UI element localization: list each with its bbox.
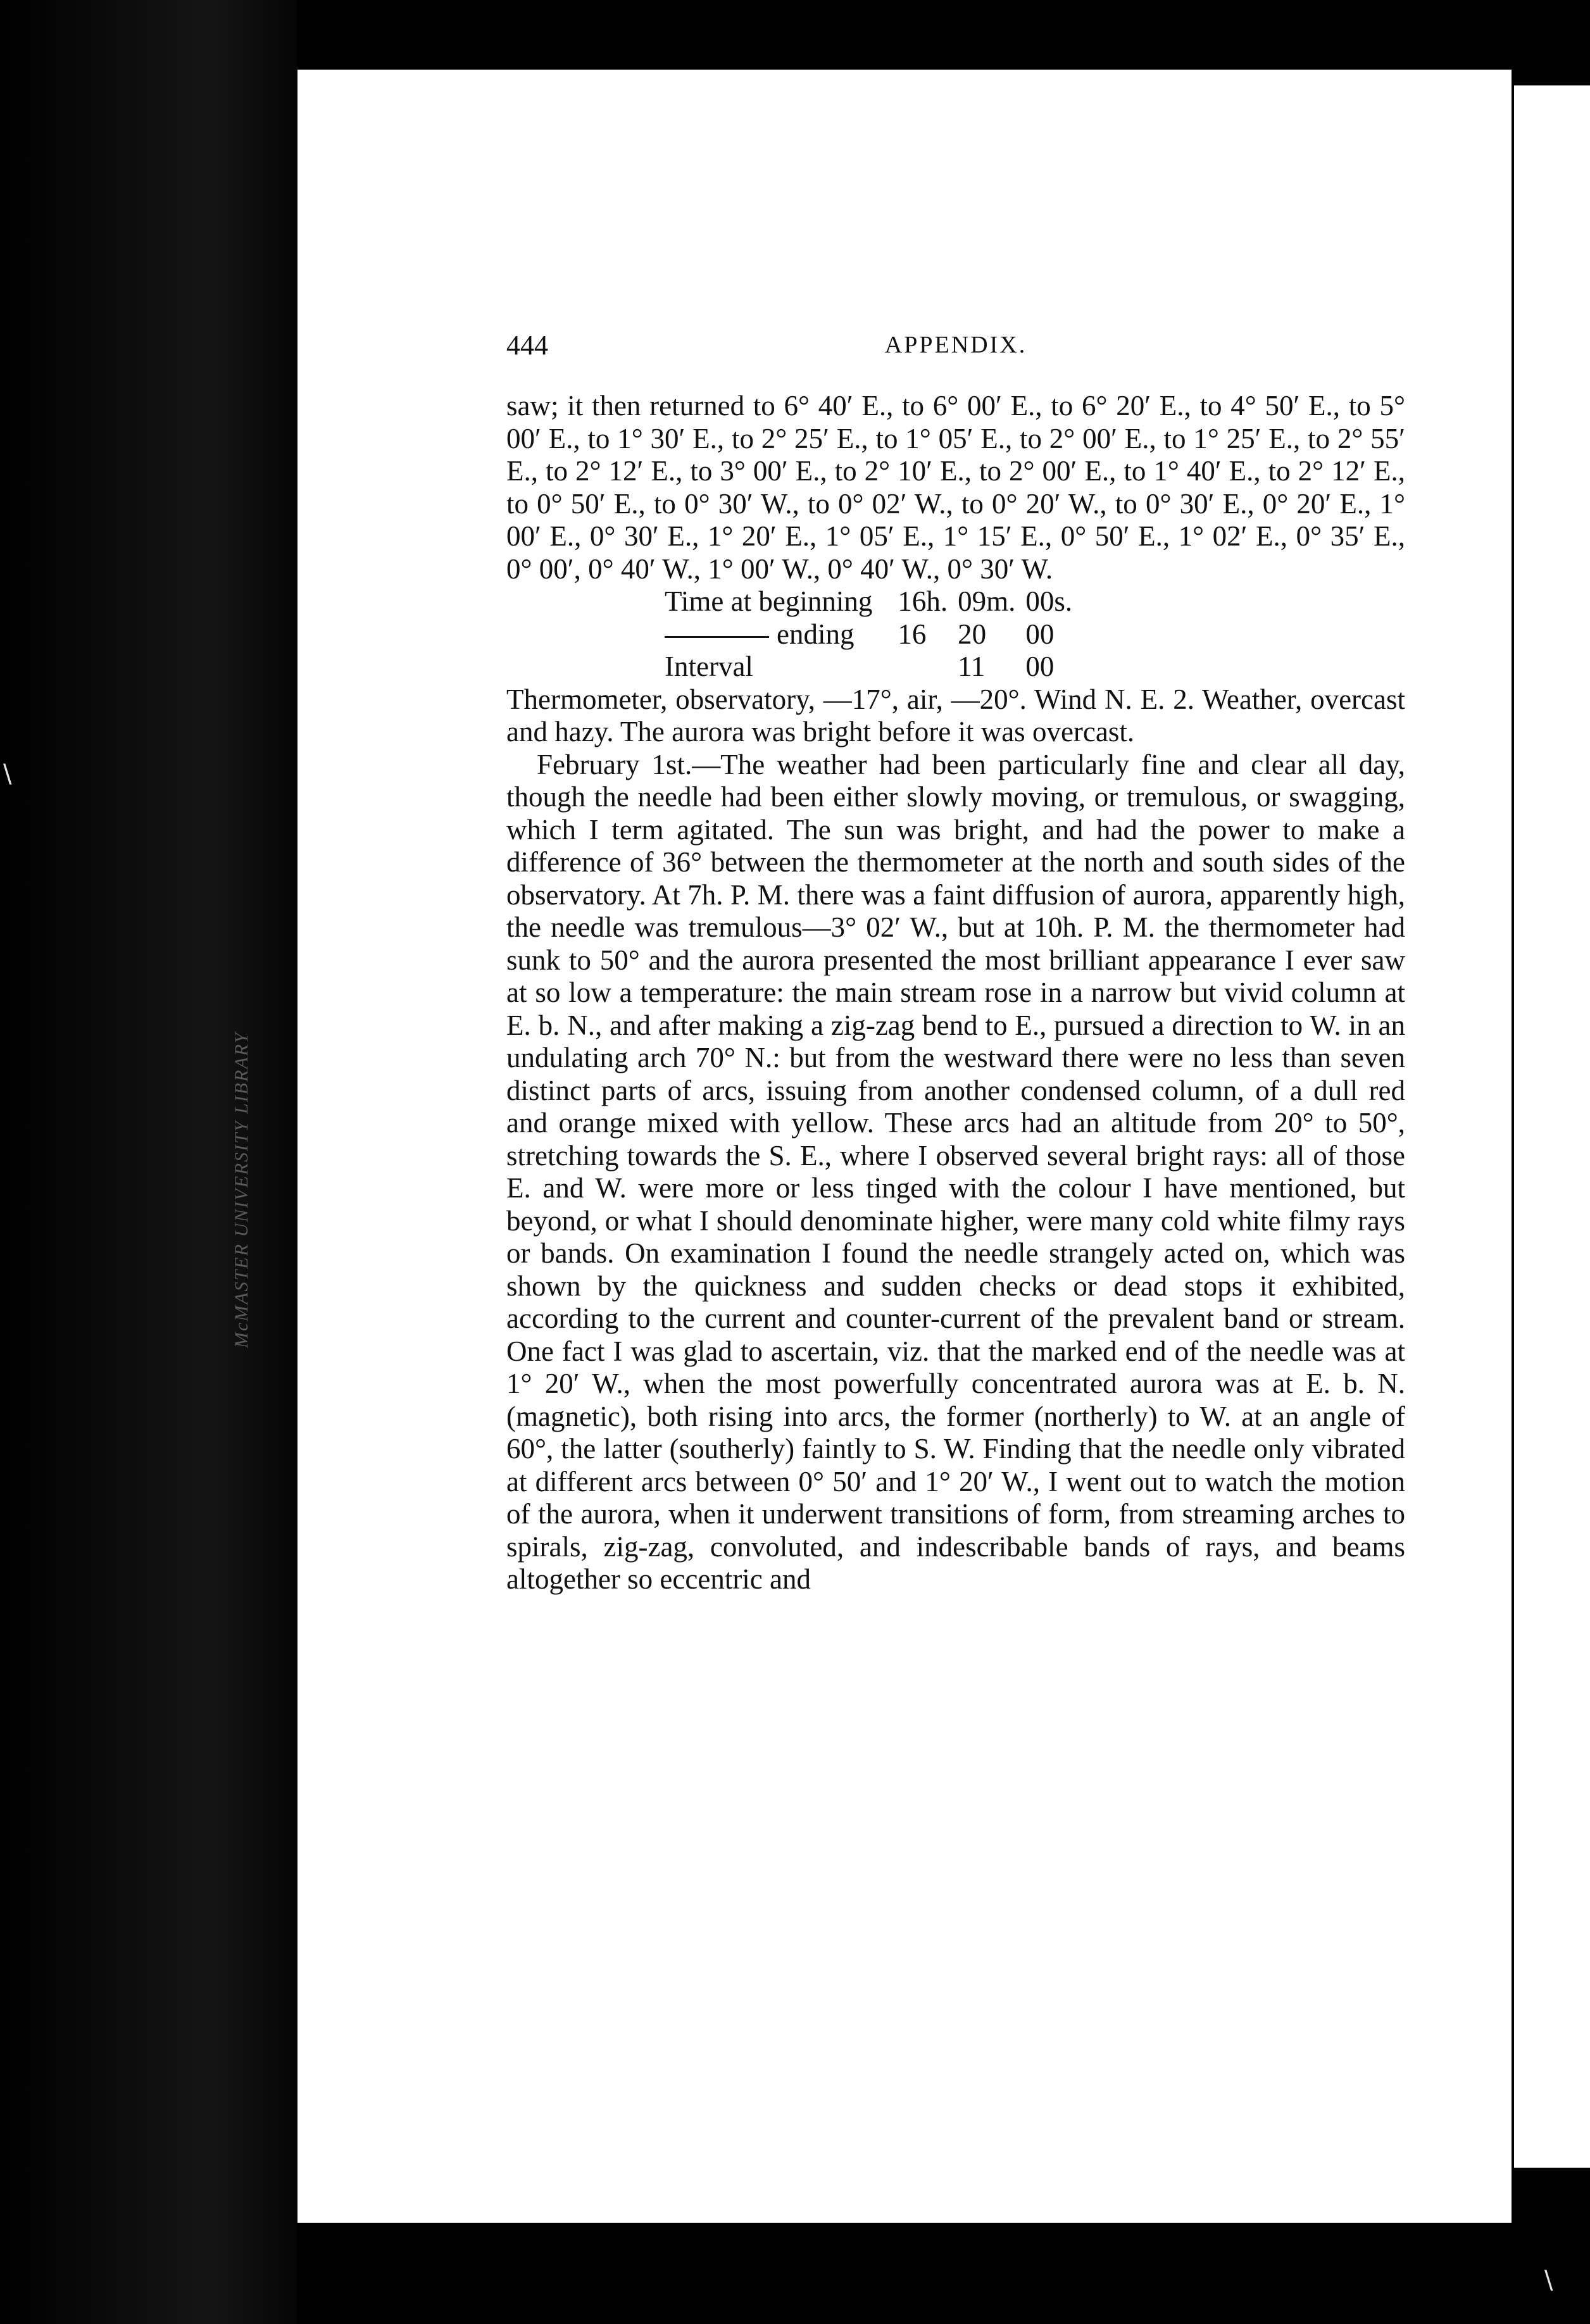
- paragraph-3: February 1st.—The weather had been particularly fine and clear all day, though the needle had been either slowly moving, or tremulous, or swagging, which I term agitated. The sun was bright, and had the power to make a difference of 36° between the thermometer at the north and south sides of the observatory. At 7h. P. M. there was a faint diffusion of aurora, apparently high, the needle was tremulous—3° 02′ W., but at 10h. P. M. the thermometer had sunk to 50° and the aurora presented the most brilliant appearance I ever saw at so low a temperature: the main stream rose in a narrow but vivid column at E. b. N., and after making a zig-zag bend to E., pursued a direction to W. in an undulating arch 70° N.: but from the westward there were no less than seven distinct parts of arcs, issuing from another condensed column, of a dull red and orange mixed with yellow. These arcs had an altitude from 20° to 50°, stretching towards the S. E., where I observed several bright rays: all of those E. and W. were more or less tinged with the colour I have mentioned, but beyond, or what I should denominate higher, were many cold white filmy rays or bands. On examination I found the needle strangely acted on, which was shown by the quickness and sudden checks or dead stops it exhibited, according to the current and counter-current of the prevalent band or stream. One fact I was glad to ascertain, viz. that the marked end of the needle was at 1° 20′ W., when the most powerfully concentrated aurora was at E. b. N. (magnetic), both rising into arcs, the former (northerly) to W. at an angle of 60°, the latter (southerly) faintly to S. W. Finding that the needle only vibrated at different arcs between 0° 50′ and 1° 20′ W., I went out to watch the motion of the aurora, when it underwent transitions of form, from streaming arches to spirals, zig-zag, convoluted, and indescribable bands of rays, and beams altogether so eccentric and: [506, 748, 1405, 1595]
- time-table: [665, 585, 1082, 684]
- row-label: [665, 618, 898, 651]
- row-label: Interval: [665, 651, 753, 682]
- seconds-cell: 00s.: [1025, 585, 1073, 617]
- table-row: [665, 618, 1082, 651]
- row-label: Time at beginning: [665, 585, 873, 617]
- hours-cell: 16: [898, 618, 927, 650]
- running-title: APPENDIX.: [884, 332, 1027, 358]
- library-stamp: McMASTER UNIVERSITY LIBRARY: [231, 1031, 252, 1348]
- ditto-dash: [665, 636, 769, 638]
- facing-page-edge: [1514, 85, 1590, 2168]
- margin-mark: \: [3, 759, 12, 789]
- text-block: [506, 329, 1405, 1596]
- minutes-cell: 11: [958, 651, 986, 682]
- seconds-cell: 00: [1025, 618, 1055, 650]
- book-spine: [0, 0, 297, 2324]
- seconds-cell: 00: [1025, 651, 1055, 682]
- page-number: 444: [506, 330, 548, 361]
- hours-cell: 16h.: [898, 585, 948, 617]
- minutes-cell: 09m.: [958, 585, 1016, 617]
- paragraph-1: saw; it then returned to 6° 40′ E., to 6° 00′ E., to 6° 20′ E., to 4° 50′ E., to 5° 00′ E., to 1° 30′ E., to 2° 25′ E., to 1° 05′ E., to 2° 00′ E., to 1° 25′ E., to 2° 55′ E., to 2° 12′ E., to 3° 00′ E., to 2° 10′ E., to 2° 00′ E., to 1° 40′ E., to 2° 12′ E., to 0° 50′ E., to 0° 30′ W., to 0° 02′ W., to 0° 20′ W., to 0° 30′ E., 0° 20′ E., 1° 00′ E., 0° 30′ E., 1° 20′ E., 1° 05′ E., 1° 15′ E., 0° 50′ E., 1° 02′ E., 0° 35′ E., 0° 00′, 0° 40′ W., 1° 00′ W., 0° 40′ W., 0° 30′ W.: [506, 390, 1405, 585]
- paragraph-2: Thermometer, observatory, —17°, air, —20°. Wind N. E. 2. Weather, overcast and hazy. The aurora was bright before it was overcast.: [506, 683, 1405, 747]
- book-page: [297, 70, 1512, 2223]
- row-label-text: ending: [777, 618, 854, 650]
- minutes-cell: 20: [958, 618, 987, 650]
- table-row: [665, 651, 1082, 684]
- running-head: [506, 329, 1405, 390]
- margin-mark: \: [1544, 2266, 1553, 2295]
- hours-cell: [898, 651, 958, 684]
- table-row: [665, 585, 1082, 618]
